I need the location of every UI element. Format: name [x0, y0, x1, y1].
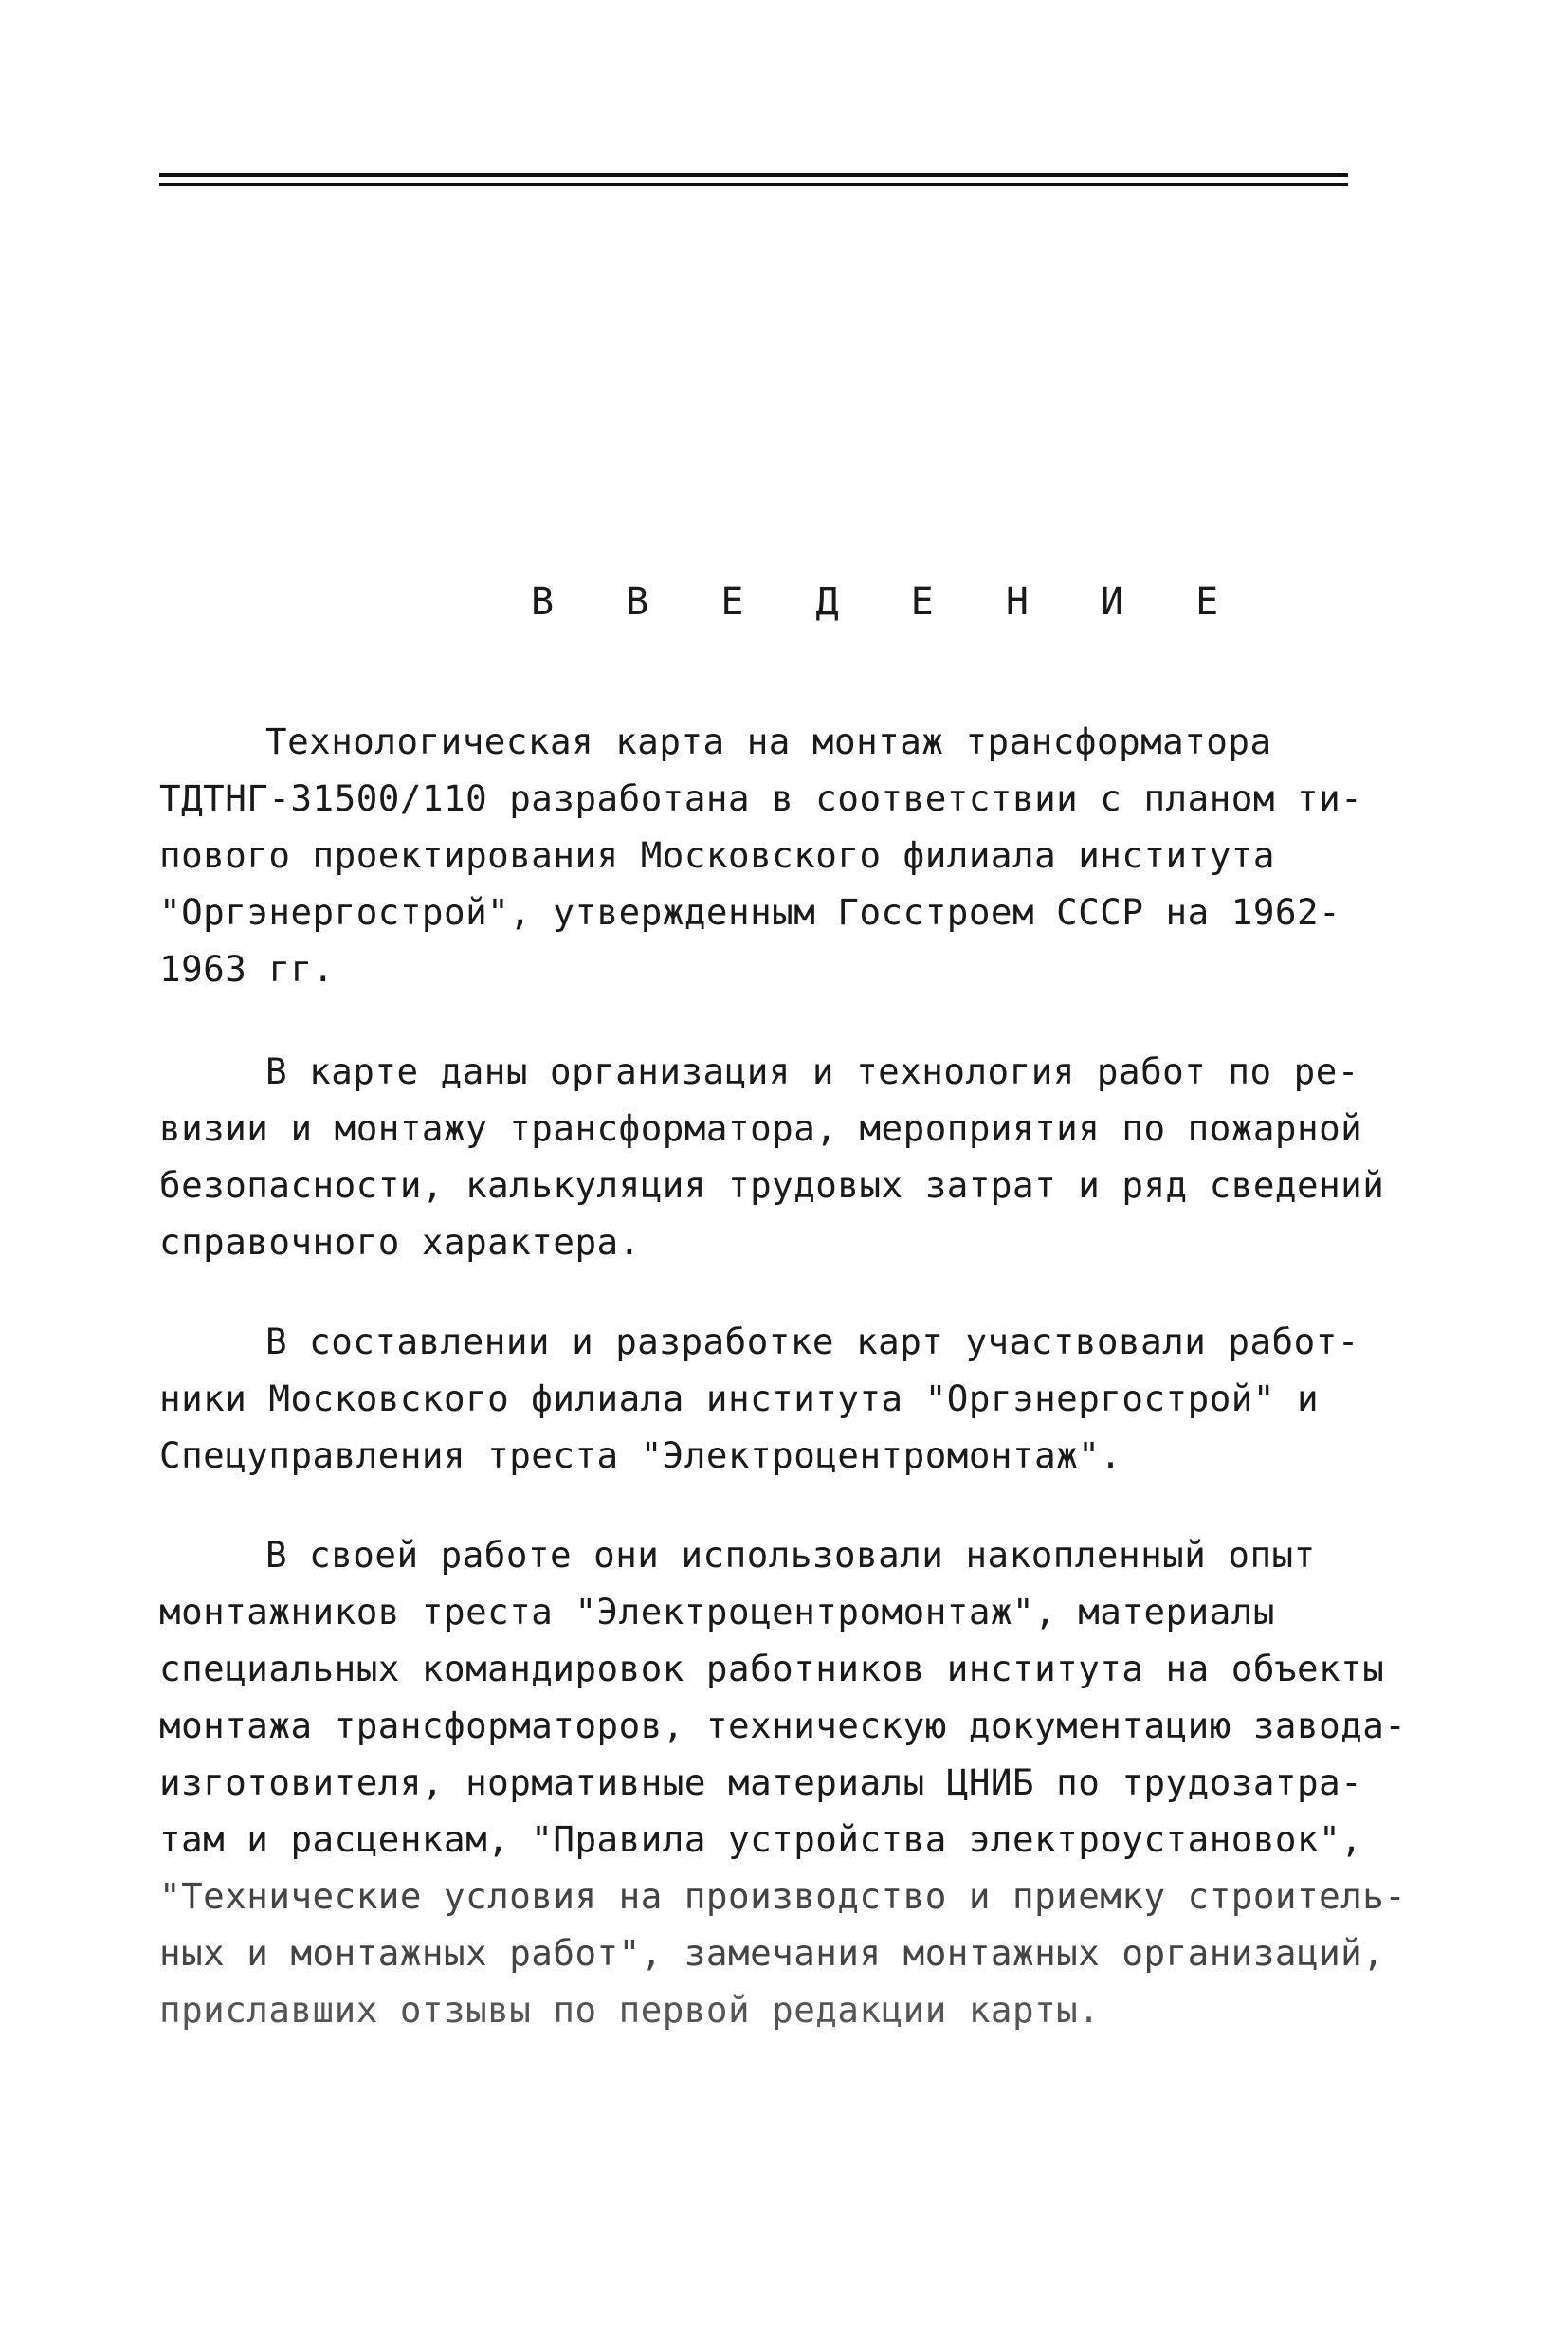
paragraph-line: "Оргэнергострой", утвержденным Госстроем СССР на 1962- — [159, 891, 1341, 933]
paragraph-line: ники Московского филиала института "Оргэнергострой" и — [159, 1377, 1320, 1419]
paragraph-line: приславших отзывы по первой редакции карты. — [159, 1989, 1101, 2031]
paragraph-line: Спецуправления треста "Электроцентромонтаж". — [159, 1434, 1122, 1476]
paragraph-line: справочного характера. — [159, 1221, 641, 1263]
paragraph-line: ных и монтажных работ", замечания монтажных организаций, — [159, 1932, 1385, 1974]
paragraph-line: ТДТНГ-31500/110 разработана в соответствии с планом ти- — [159, 777, 1363, 819]
paragraph-line: В своей работе они использовали накопленный опыт — [265, 1534, 1316, 1576]
paragraph-line: В составлении и разработке карт участвовали работ- — [265, 1321, 1359, 1362]
paragraph-line: безопасности, калькуляция трудовых затрат и ряд сведений — [159, 1164, 1385, 1206]
paragraph-line: визии и монтажу трансформатора, мероприятия по пожарной — [159, 1107, 1363, 1149]
paragraph-line: 1963 гг. — [159, 948, 335, 990]
paragraph-line: пового проектирования Московского филиала института — [159, 834, 1275, 876]
paragraph-1 — [159, 713, 1362, 997]
paragraph-2 — [159, 1043, 1384, 1270]
paragraph-line: "Технические условия на производство и приемку строитель- — [159, 1875, 1407, 1917]
top-double-rule-lower — [159, 183, 1348, 186]
paragraph-4 — [159, 1526, 1406, 2038]
paragraph-line: изготовителя, нормативные материалы ЦНИБ по трудозатра- — [159, 1761, 1363, 1803]
paragraph-line: монтажников треста "Электроцентромонтаж", материалы — [159, 1591, 1275, 1632]
paragraph-line: Технологическая карта на монтаж трансформатора — [265, 720, 1272, 762]
paragraph-3 — [159, 1313, 1359, 1484]
top-double-rule-upper — [159, 173, 1348, 177]
paragraph-line: там и расценкам, "Правила устройства электроустановок", — [159, 1818, 1363, 1860]
paragraph-line: специальных командировок работников института на объекты — [159, 1648, 1385, 1689]
paragraph-line: монтажа трансформаторов, техническую документацию завода- — [159, 1705, 1407, 1746]
page-heading: В В Е Д Е Н И Е — [531, 580, 1244, 624]
paragraph-line: В карте даны организация и технология работ по ре- — [265, 1050, 1359, 1092]
